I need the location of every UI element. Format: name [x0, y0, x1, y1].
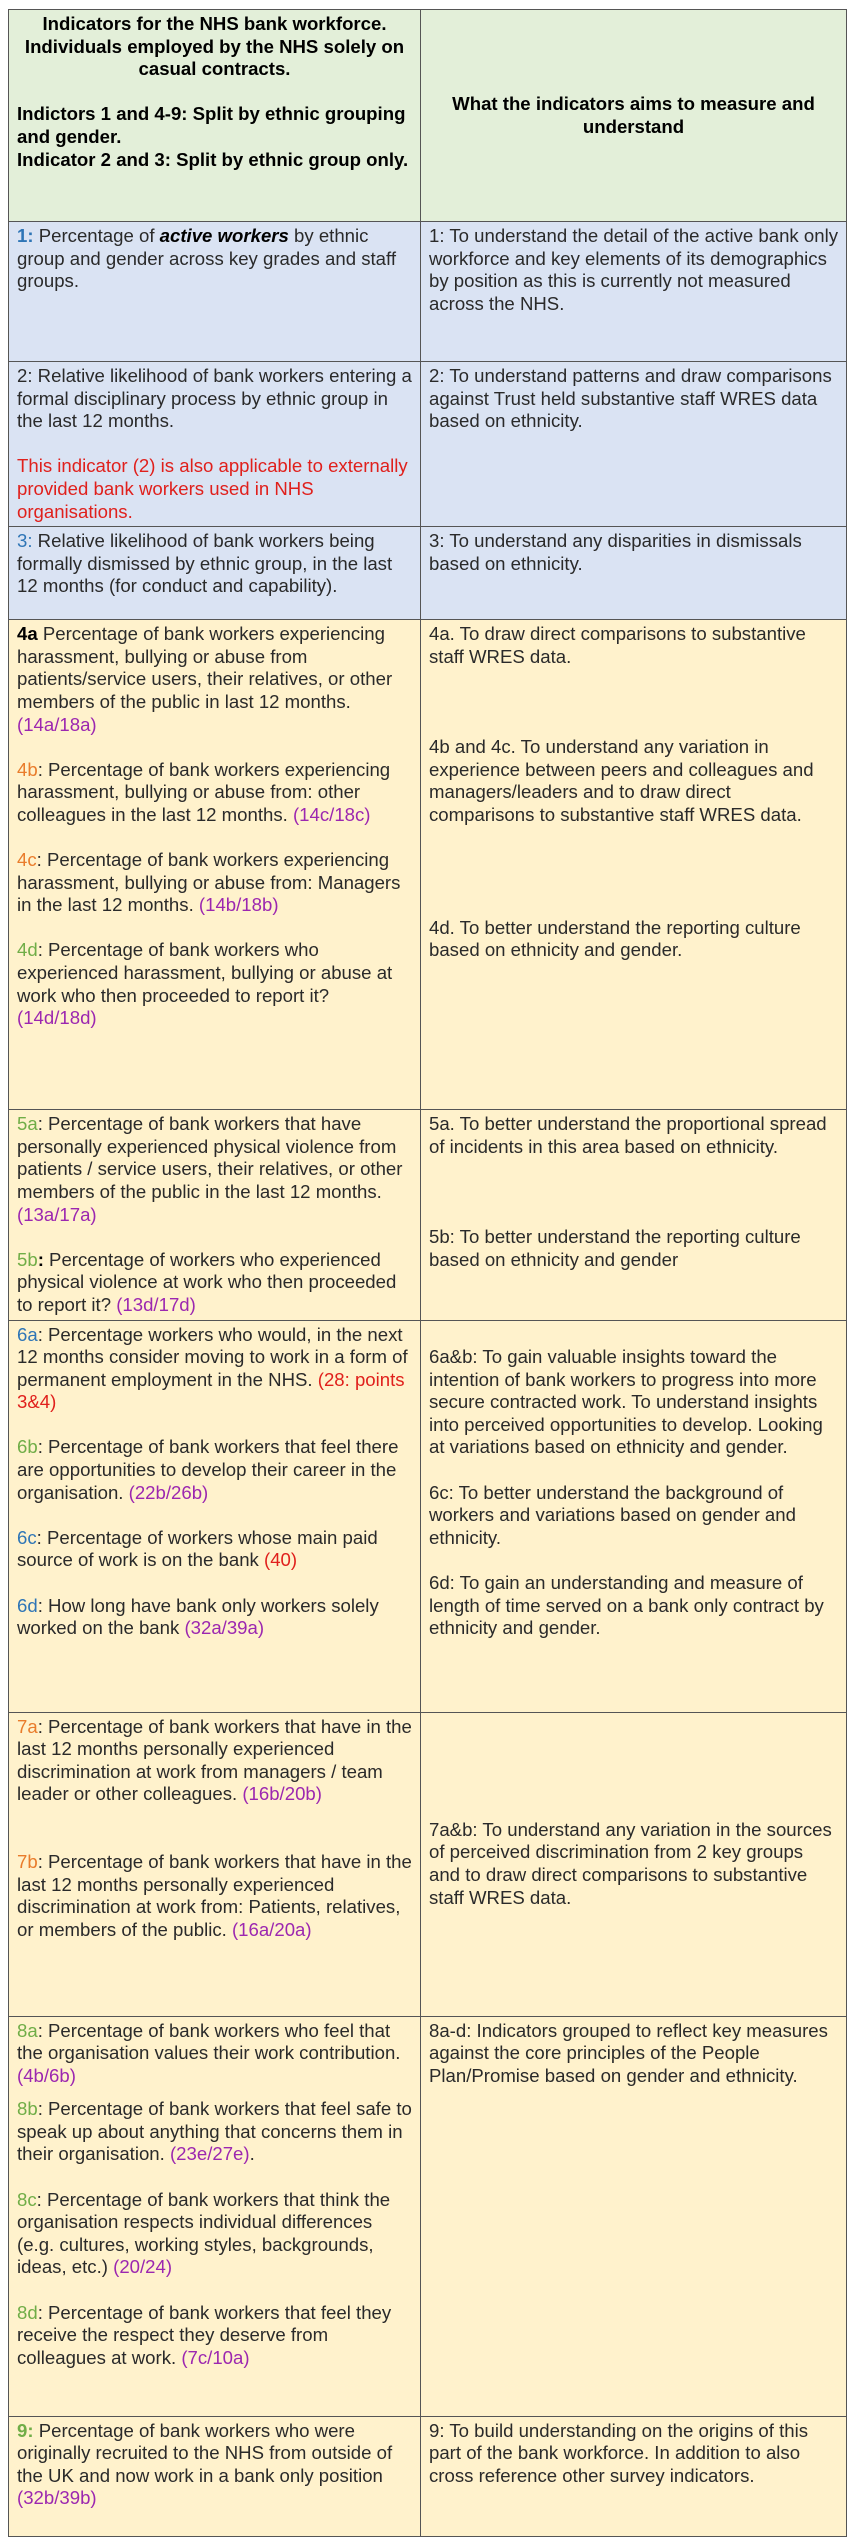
- indicator-4a-label: 4a: [17, 623, 38, 645]
- indicator-7a-label: 7a: [17, 1715, 38, 1737]
- indicator-row-1: [9, 222, 847, 362]
- indicator-9-text: Percentage of bank workers who were originally recruited to the NHS from outside of the UK and now work in a bank only position: [17, 2419, 393, 2486]
- indicator-8d: [17, 2302, 412, 2370]
- indicator-9-cell: [9, 2416, 421, 2536]
- indicator-5b-ref: (13d/17d): [116, 1293, 196, 1315]
- indicator-5b-colon: :: [37, 1248, 44, 1270]
- indicator-4d-ref: (14d/18d): [17, 1007, 97, 1029]
- indicator-6d-text: : How long have bank only workers solely worked on the bank: [17, 1594, 379, 1639]
- indicator-8a-label: 8a: [17, 2019, 38, 2041]
- indicator-6a-ref: (28: points 3&4): [17, 1368, 405, 1413]
- indicator-5b-label: 5b: [17, 1248, 38, 1270]
- aim-3-text: 3: To understand any disparities in dismissals based on ethnicity.: [429, 530, 802, 574]
- indicator-1-text-post: by ethnic group and gender across key grades and staff groups.: [17, 225, 397, 292]
- indicator-8-cell: [9, 2016, 421, 2416]
- indicator-row-7: [9, 1712, 847, 2016]
- indicator-8a: [17, 2020, 412, 2088]
- indicator-6-cell: [9, 1320, 421, 1712]
- indicator-9-label: 9:: [17, 2419, 34, 2441]
- aim-7-cell: [421, 1712, 847, 2016]
- aim-5a-text: 5a. To better understand the proportional spread of incidents in this area based on ethnicity.: [429, 1113, 827, 1157]
- aim-1-cell: [421, 222, 847, 362]
- indicator-8c-label: 8c: [17, 2188, 37, 2210]
- indicator-7a-ref: (16b/20b): [242, 1783, 322, 1805]
- header-right-cell: [421, 10, 847, 222]
- indicator-4a-text: Percentage of bank workers experiencing harassment, bullying or abuse from patients/service users, their relatives, or other members of the public in last 12 months.: [17, 623, 393, 712]
- header-row: [9, 10, 847, 222]
- indicator-6a-label: 6a: [17, 1323, 38, 1345]
- indicator-6d-label: 6d: [17, 1594, 38, 1616]
- header-left-cell: [9, 10, 421, 222]
- indicator-3-cell: [9, 527, 421, 620]
- indicator-row-4: [9, 620, 847, 1110]
- aim-4-cell: [421, 620, 847, 1110]
- indicator-row-8: [9, 2016, 847, 2416]
- indicator-3-text: Relative likelihood of bank workers being formally dismissed by ethnic group, in the last 12 months (for conduct and capability).: [17, 530, 393, 597]
- aim-6c-text: 6c: To better understand the background of workers and variations based on gender and ethnicity.: [429, 1481, 796, 1548]
- header-title: Indicators for the NHS bank workforce. Individuals employed by the NHS solely on casual contracts.: [24, 13, 405, 80]
- indicator-8b: [17, 2098, 412, 2166]
- indicator-6c-text: : Percentage of workers whose main paid source of work is on the bank: [17, 1526, 378, 1571]
- indicator-8d-label: 8d: [17, 2301, 38, 2323]
- indicator-8c-text: : Percentage of bank workers that think the organisation respects individual differences (e.g. cultures, working styles, backgrounds, ideas, etc.): [17, 2188, 391, 2278]
- indicator-7b-ref: (16a/20a): [231, 1918, 312, 1940]
- indicator-7a-text: : Percentage of bank workers that have in the last 12 months personally experienced discrimination at work from managers / team leader or other colleagues.: [17, 1715, 412, 1805]
- indicator-6b: [17, 1436, 412, 1504]
- indicator-1-cell: [9, 222, 421, 362]
- indicator-6d: [17, 1595, 412, 1640]
- indicator-4a-ref: (14a/18a): [17, 713, 97, 735]
- indicator-row-9: [9, 2416, 847, 2536]
- indicator-5b-text: Percentage of workers who experienced physical violence at work who then proceeded to report it?: [17, 1248, 397, 1315]
- indicator-4b-text: : Percentage of bank workers experiencing harassment, bullying or abuse from: other colleagues in the last 12 months.: [17, 758, 391, 825]
- indicator-8a-ref: (4b/6b): [17, 2064, 76, 2086]
- indicator-5a: [17, 1113, 412, 1226]
- indicator-7b: [17, 1851, 412, 1941]
- indicator-6c-ref: (40): [264, 1549, 298, 1571]
- indicator-7a: [17, 1716, 412, 1806]
- indicator-7b-text: : Percentage of bank workers that have in the last 12 months personally experienced discrimination at work from: Patients, relatives, or members of the public.: [17, 1851, 412, 1940]
- indicator-4d-label: 4d: [17, 939, 38, 961]
- indicator-4c-label: 4c: [17, 849, 37, 871]
- aim-6ab-text: 6a&b: To gain valuable insights toward the intention of bank workers to progress into more secure contracted work. To understand insights into perceived opportunities to develop. Looking at variations based on ethnicity and gender.: [429, 1346, 823, 1458]
- indicator-6a-text: : Percentage workers who would, in the next 12 months consider moving to work in a form of permanent employment in the NHS.: [17, 1323, 408, 1390]
- header-split-2: Indicator 2 and 3: Split by ethnic group only.: [17, 148, 409, 170]
- indicator-6c-label: 6c: [17, 1526, 37, 1548]
- indicator-4d-text: : Percentage of bank workers who experienced harassment, bullying or abuse at work who then proceeded to report it?: [17, 939, 393, 1006]
- indicator-8a-text: : Percentage of bank workers who feel that the organisation values their work contribution.: [17, 2019, 401, 2064]
- indicator-8b-text: : Percentage of bank workers that feel safe to speak up about anything that concerns them in their organisation.: [17, 2098, 412, 2165]
- indicator-7b-label: 7b: [17, 1851, 38, 1873]
- indicator-7-cell: [9, 1712, 421, 2016]
- indicator-2-text: 2: Relative likelihood of bank workers entering a formal disciplinary process by ethnic group in the last 12 months.: [17, 365, 412, 432]
- aim-6d-text: 6d: To gain an understanding and measure of length of time served on a bank only contract by ethnicity and gender.: [429, 1572, 824, 1639]
- indicator-6b-text: : Percentage of bank workers that feel there are opportunities to develop their career in the organisation.: [17, 1436, 399, 1503]
- indicators-table: [8, 9, 847, 2537]
- aim-7-text: 7a&b: To understand any variation in the sources of perceived discrimination from 2 key groups and to draw direct comparisons to substantive staff WRES data.: [429, 1818, 832, 1908]
- indicator-4c-ref: (14b/18b): [198, 894, 279, 916]
- indicator-4-cell: [9, 620, 421, 1110]
- aim-5-cell: [421, 1110, 847, 1320]
- indicator-5-cell: [9, 1110, 421, 1320]
- indicator-6c: [17, 1527, 412, 1572]
- indicator-2-cell: [9, 362, 421, 527]
- aim-4a-text: 4a. To draw direct comparisons to substantive staff WRES data.: [429, 623, 806, 667]
- aim-3-cell: [421, 527, 847, 620]
- indicator-8d-text: : Percentage of bank workers that feel they receive the respect they deserve from colleagues at work.: [17, 2301, 392, 2368]
- indicator-8b-label: 8b: [17, 2098, 38, 2120]
- indicator-4d: [17, 939, 412, 1029]
- aim-8-cell: [421, 2016, 847, 2416]
- header-split-1: Indictors 1 and 4-9: Split by ethnic grouping and gender.: [17, 103, 406, 147]
- indicator-4c: [17, 849, 412, 917]
- indicator-5a-label: 5a: [17, 1113, 38, 1135]
- aim-4d-text: 4d. To better understand the reporting culture based on ethnicity and gender.: [429, 916, 801, 961]
- aim-5b-text: 5b: To better understand the reporting culture based on ethnicity and gender: [429, 1226, 801, 1270]
- aim-8-text: 8a-d: Indicators grouped to reflect key measures against the core principles of the People Plan/Promise based on gender and ethnicity.: [429, 2019, 828, 2086]
- indicator-6b-label: 6b: [17, 1436, 38, 1458]
- indicator-6a: [17, 1324, 412, 1414]
- indicator-4b: [17, 759, 412, 827]
- indicator-6d-ref: (32a/39a): [184, 1617, 265, 1639]
- indicator-row-3: [9, 527, 847, 620]
- indicator-6b-ref: (22b/26b): [128, 1481, 209, 1503]
- aim-9-text: 9: To build understanding on the origins of this part of the bank workforce. In addition to also cross reference other survey indicators.: [429, 2419, 809, 2486]
- indicator-5b: [17, 1249, 412, 1317]
- indicator-3-label: 3:: [17, 530, 33, 552]
- indicator-8c: [17, 2189, 412, 2279]
- indicator-1-emphasis: active workers: [159, 225, 289, 246]
- indicator-8b-tail: .: [249, 2143, 255, 2165]
- indicator-row-6: [9, 1320, 847, 1712]
- indicator-row-5: [9, 1110, 847, 1320]
- indicator-2-note: This indicator (2) is also applicable to externally provided bank workers used in NHS organisations.: [17, 455, 408, 522]
- indicator-4b-label: 4b: [17, 758, 38, 780]
- indicator-9-ref: (32b/39b): [17, 2487, 97, 2509]
- indicator-8c-ref: (20/24): [113, 2256, 173, 2278]
- indicator-5a-ref: (13a/17a): [17, 1203, 97, 1225]
- indicator-4b-ref: (14c/18c): [292, 803, 371, 825]
- aim-9-cell: [421, 2416, 847, 2536]
- indicator-1-label: 1:: [17, 225, 34, 246]
- indicator-5a-text: : Percentage of bank workers that have personally experienced physical violence from patients / service users, their relatives, or other members of the public in the last 12 months.: [17, 1113, 403, 1202]
- aim-6-cell: [421, 1320, 847, 1712]
- indicator-1-text-pre: Percentage of: [33, 225, 160, 246]
- aim-1-text: 1: To understand the detail of the active bank only workforce and key elements of its demographics by position as this is currently not measured across the NHS.: [429, 225, 838, 314]
- aim-2-cell: [421, 362, 847, 527]
- indicator-4a: [17, 623, 412, 736]
- indicator-8d-ref: (7c/10a): [181, 2346, 250, 2368]
- aim-2-text: 2: To understand patterns and draw comparisons against Trust held substantive staff WRES data based on ethnicity.: [429, 365, 832, 432]
- header-aim-title: What the indicators aims to measure and understand: [452, 92, 815, 137]
- indicator-4c-text: : Percentage of bank workers experiencing harassment, bullying or abuse from: Managers in the last 12 months.: [17, 849, 401, 916]
- indicator-8b-ref: (23e/27e): [169, 2143, 250, 2165]
- indicator-row-2: [9, 362, 847, 527]
- aim-4bc-text: 4b and 4c. To understand any variation in experience between peers and colleagues and managers/leaders and to draw direct comparisons to substantive staff WRES data.: [429, 736, 814, 825]
